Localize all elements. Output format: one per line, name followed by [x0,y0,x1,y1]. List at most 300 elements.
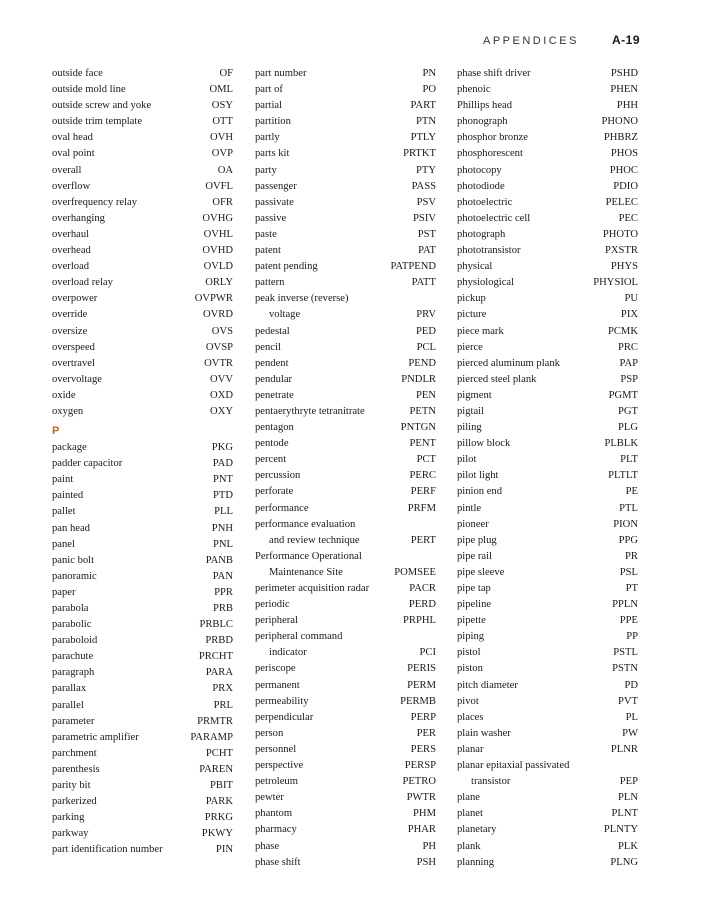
glossary-entry [52,504,233,520]
entry-abbreviation: PRV [416,309,436,321]
glossary-entry [457,66,638,82]
entry-term: parabola [52,603,89,614]
entry-term: places [457,711,484,723]
glossary-entry [255,275,436,291]
entry-abbreviation: PSHD [610,68,638,79]
entry-term: pipe plug [457,534,497,546]
entry-abbreviation: PERM [407,679,436,691]
entry-term-continuation: transistor [471,776,511,788]
glossary-entry [457,484,638,500]
entry-abbreviation: PNTGN [400,422,436,434]
entry-term: planar epitaxial passivated [457,760,570,772]
glossary-entry [457,855,638,871]
entry-term: oval head [52,132,93,144]
entry-term: Performance Operational [255,550,362,562]
entry-term: pallet [52,506,76,518]
entry-abbreviation: PANB [205,554,233,566]
entry-term: performance [255,502,309,514]
entry-term: pilot light [457,470,499,482]
entry-abbreviation: OVTR [204,357,233,369]
entry-abbreviation: PHYSIOL [593,277,638,289]
entry-abbreviation: PION [613,518,638,530]
entry-term: overtravel [52,357,95,369]
entry-term: overfrequency relay [52,196,137,208]
glossary-entry [457,307,638,323]
glossary-entry [457,758,638,790]
entry-abbreviation: PP [626,631,638,643]
glossary-entry [457,822,638,838]
glossary-entry [52,372,233,388]
glossary-entry [52,601,233,617]
entry-abbreviation: PACR [409,583,436,594]
entry-term: phantom [255,808,293,820]
glossary-entry [255,436,436,452]
glossary-column-1 [52,66,233,859]
entry-term: pipe rail [457,550,493,562]
glossary-entry [457,597,638,613]
glossary-entry [52,537,233,553]
glossary-entry [255,404,436,420]
entry-abbreviation: PRB [212,603,233,614]
entry-term: pickup [457,293,486,305]
glossary-entry [457,130,638,146]
entry-term: partition [255,116,291,128]
glossary-entry [457,726,638,742]
entry-term: overload relay [52,277,113,289]
entry-abbreviation: PRCHT [198,651,233,663]
entry-abbreviation: PHH [616,100,638,112]
section-title: APPENDICES [483,35,579,47]
entry-term: panoramic [52,570,97,582]
entry-term: parallel [52,699,84,711]
entry-abbreviation: PLBLK [604,438,638,450]
entry-term: perimeter acquisition radar [255,583,370,594]
entry-term: phosphor bronze [457,132,528,144]
glossary-entry [255,597,436,613]
entry-term: parts kit [255,148,290,160]
entry-abbreviation: OVH [210,132,233,144]
entry-abbreviation: PATT [411,277,436,289]
entry-abbreviation: PARK [205,796,233,808]
entry-term: oxide [52,389,76,401]
entry-abbreviation: PRC [617,341,638,353]
entry-term: peripheral command [255,631,343,643]
entry-abbreviation: PE [625,486,638,498]
glossary-entry [255,742,436,758]
glossary-entry [52,472,233,488]
entry-term: percent [255,454,287,466]
entry-term: pipeline [457,599,492,611]
entry-abbreviation: PENT [409,438,436,450]
entry-abbreviation: PERP [410,711,436,723]
entry-term: oval point [52,148,95,160]
entry-abbreviation: PAP [619,357,638,369]
entry-term-continuation: voltage [269,309,301,321]
entry-abbreviation: POMSEE [394,566,436,578]
entry-term: passive [255,212,287,224]
entry-term: penetrate [255,389,294,401]
entry-abbreviation: PPLN [612,599,638,611]
entry-abbreviation: PRPHL [403,615,436,627]
glossary-entry [457,468,638,484]
glossary-entry [52,259,233,275]
entry-term: photoelectric [457,196,513,208]
glossary-entry [52,681,233,697]
entry-abbreviation: PERT [410,534,436,546]
entry-abbreviation: PNL [212,538,233,550]
entry-term: oversize [52,325,88,337]
glossary-entry [255,822,436,838]
glossary-entry [457,806,638,822]
glossary-entry [457,436,638,452]
entry-term: pendent [255,357,289,369]
glossary-entry [52,114,233,130]
entry-abbreviation: OF [219,68,233,79]
entry-abbreviation: PAREN [199,763,233,775]
entry-term: part number [255,68,307,79]
glossary-entry [255,726,436,742]
entry-abbreviation: PERC [409,470,436,482]
entry-term: photograph [457,228,506,240]
glossary-entry [52,440,233,456]
entry-abbreviation: PL [625,711,638,723]
glossary-entry [457,98,638,114]
entry-term: phase [255,840,280,852]
glossary-entry [52,810,233,826]
entry-abbreviation: PHOS [610,148,638,160]
entry-abbreviation: PSH [416,856,436,868]
entry-abbreviation: PTN [415,116,436,128]
entry-term: package [52,442,87,454]
entry-abbreviation: PTL [619,502,638,514]
entry-term: paint [52,474,74,486]
entry-term: outside face [52,68,103,79]
entry-term: pierced steel plank [457,373,537,385]
entry-abbreviation: PSV [416,196,436,208]
entry-term: pigtail [457,405,485,417]
entry-abbreviation: PEP [619,776,638,788]
glossary-entry [457,291,638,307]
glossary-entry [52,146,233,162]
glossary-entry [52,324,233,340]
glossary-entry [52,130,233,146]
entry-abbreviation: PPE [619,615,638,627]
glossary-entry [255,324,436,340]
entry-abbreviation: PRKG [204,812,233,824]
entry-abbreviation: PAN [212,570,233,582]
glossary-entry [255,98,436,114]
glossary-entry [255,806,436,822]
entry-term: parity bit [52,780,91,792]
entry-term: pewter [255,792,284,804]
glossary-entry [52,762,233,778]
glossary-entry [457,324,638,340]
entry-term: part of [255,84,283,96]
glossary-entry [52,617,233,633]
entry-term: planetary [457,824,497,836]
entry-abbreviation: PERIS [407,663,436,675]
entry-term: peak inverse (reverse) [255,293,349,305]
glossary-entry [255,549,436,581]
entry-abbreviation: PLL [214,506,233,518]
glossary-entry [52,66,233,82]
entry-term: permeability [255,695,309,707]
entry-term: pistol [457,647,481,659]
glossary-entry [255,517,436,549]
entry-abbreviation: PLK [617,840,638,852]
entry-term: percussion [255,470,301,482]
glossary-entry [457,629,638,645]
entry-term: parachute [52,651,94,663]
entry-abbreviation: OVP [211,148,233,160]
entry-abbreviation: PLNTY [603,824,638,836]
glossary-entry [52,778,233,794]
entry-abbreviation: PELEC [605,196,638,208]
glossary-entry [255,195,436,211]
entry-abbreviation: PEND [408,357,436,369]
entry-term: partial [255,100,283,112]
glossary-entry [457,533,638,549]
entry-abbreviation: PHBRZ [603,132,638,144]
entry-term: patent pending [255,261,318,273]
glossary-entry [255,340,436,356]
glossary-entry [457,146,638,162]
entry-term: piping [457,631,485,643]
entry-abbreviation: PERD [408,599,436,611]
entry-term: painted [52,490,84,502]
glossary-entry [255,855,436,871]
entry-term: pentode [255,438,289,450]
entry-term: overpower [52,293,98,305]
entry-term: perspective [255,760,304,772]
entry-term: paste [255,228,277,240]
entry-term: perpendicular [255,711,314,723]
entry-abbreviation: OVLD [203,261,233,273]
entry-abbreviation: PCL [416,341,436,353]
entry-term: phase shift [255,856,301,868]
entry-abbreviation: OVRD [202,309,233,321]
entry-term: padder capacitor [52,458,123,470]
entry-term: petroleum [255,776,298,788]
entry-abbreviation: PIX [620,309,638,321]
glossary-entry [52,275,233,291]
entry-abbreviation: OVV [210,373,233,385]
entry-term: parametric amplifier [52,731,139,743]
entry-abbreviation: PRBLC [199,619,233,631]
page-number: A-19 [611,33,640,47]
glossary-entry [52,569,233,585]
entry-abbreviation: PLNT [611,808,638,820]
glossary-entry [457,227,638,243]
glossary-entry [52,585,233,601]
glossary-entry [255,452,436,468]
glossary-entry [255,130,436,146]
entry-abbreviation: OVFL [205,180,233,192]
glossary-entry [457,114,638,130]
entry-term: overvoltage [52,373,103,385]
entry-abbreviation: PSTN [612,663,638,675]
glossary-entry [457,694,638,710]
entry-term: personnel [255,743,297,755]
entry-term: partly [255,132,280,144]
glossary-entry [52,163,233,179]
glossary-entry [52,698,233,714]
glossary-entry [457,661,638,677]
entry-abbreviation: PNH [211,522,233,534]
glossary-entry [52,179,233,195]
entry-term: parking [52,812,85,824]
entry-abbreviation: OVSP [205,341,233,353]
glossary-entry [457,742,638,758]
glossary-entry [457,839,638,855]
glossary-column-2 [255,66,436,871]
entry-term: Phillips head [457,100,513,112]
entry-term: parkway [52,828,89,840]
glossary-entry [457,243,638,259]
glossary-entry [255,259,436,275]
glossary-entry [255,66,436,82]
entry-term: phonograph [457,116,508,128]
entry-abbreviation: PRX [212,683,233,695]
entry-abbreviation: PGT [617,405,638,417]
glossary-entry [255,211,436,227]
entry-term: overload [52,261,90,273]
glossary-entry [255,356,436,372]
entry-abbreviation: OML [209,84,233,96]
glossary-entry [255,179,436,195]
entry-abbreviation: PLG [617,422,638,434]
glossary-entry [52,98,233,114]
entry-abbreviation: OVHD [202,245,233,257]
entry-term: panel [52,538,75,550]
glossary-entry [457,790,638,806]
glossary-entry [255,372,436,388]
entry-term: planning [457,856,495,868]
glossary-entry [457,275,638,291]
glossary-entry [255,758,436,774]
entry-term: planar [457,743,484,755]
entry-abbreviation: PERS [410,743,436,755]
entry-abbreviation: PETN [409,405,436,417]
entry-abbreviation: PERF [410,486,436,498]
entry-term: pivot [457,695,479,707]
glossary-entry [255,501,436,517]
entry-abbreviation: PN [422,68,436,79]
entry-term-continuation: indicator [269,647,307,659]
entry-term: parenthesis [52,763,100,775]
entry-abbreviation: PRL [213,699,233,711]
entry-abbreviation: PVT [617,695,638,707]
glossary-entry [255,227,436,243]
entry-term: phototransistor [457,245,521,257]
entry-term: photocopy [457,164,502,176]
glossary-entry [457,549,638,565]
entry-abbreviation: PTLY [410,132,436,144]
glossary-entry [52,730,233,746]
entry-abbreviation: PARAMP [190,731,233,743]
entry-term: plain washer [457,727,511,739]
entry-abbreviation: OA [217,164,233,176]
entry-term: permanent [255,679,300,691]
entry-abbreviation: PRTKT [403,148,436,160]
entry-abbreviation: PARA [205,667,233,679]
glossary-entry [52,340,233,356]
entry-abbreviation: PHOTO [602,228,638,240]
entry-abbreviation: PLN [617,792,638,804]
entry-abbreviation: OXY [210,405,233,417]
glossary-entry [52,665,233,681]
entry-abbreviation: PHONO [601,116,638,128]
entry-abbreviation: OXD [210,389,233,401]
entry-abbreviation: PXSTR [605,245,638,257]
entry-abbreviation: PCT [416,454,436,466]
glossary-entry [255,82,436,98]
entry-term: parkerized [52,796,97,808]
entry-term: parchment [52,747,97,759]
entry-term: pinion end [457,486,503,498]
entry-abbreviation: PER [416,727,436,739]
glossary-entry [52,649,233,665]
entry-abbreviation: PLNG [610,856,638,868]
entry-abbreviation: PR [625,550,638,562]
glossary-entry [457,356,638,372]
glossary-entry [457,388,638,404]
entry-abbreviation: PTY [415,164,436,176]
glossary-entry [52,794,233,810]
entry-abbreviation: OFR [212,196,233,208]
entry-abbreviation: PNT [212,474,233,486]
entry-abbreviation: ORLY [205,277,233,289]
entry-abbreviation: PAD [212,458,233,470]
entry-term: parabolic [52,619,92,631]
entry-abbreviation: PGMT [608,389,638,401]
glossary-entry [52,227,233,243]
glossary-entry [52,404,233,420]
entry-abbreviation: PEN [415,389,436,401]
glossary-entry [52,842,233,858]
entry-term: passivate [255,196,294,208]
glossary-entry [457,82,638,98]
glossary-entry [457,581,638,597]
glossary-entry [52,456,233,472]
entry-term: pharmacy [255,824,297,836]
entry-abbreviation: PED [415,325,436,337]
entry-abbreviation: OTT [212,116,233,128]
entry-term: phase shift driver [457,68,531,79]
glossary-entry [457,404,638,420]
entry-abbreviation: PST [417,228,436,240]
entry-term: performance evaluation [255,518,356,530]
glossary-entry [255,613,436,629]
entry-abbreviation: PU [624,293,638,305]
entry-term: perforate [255,486,294,498]
glossary-column-3 [457,66,638,871]
entry-term: pipe sleeve [457,566,505,578]
glossary-entry [52,211,233,227]
entry-abbreviation: PCMK [607,325,638,337]
entry-term: overhead [52,245,91,257]
entry-term: planet [457,808,483,820]
entry-abbreviation: PLNR [610,743,638,755]
glossary-entry [457,372,638,388]
entry-term: phosphorescent [457,148,523,160]
glossary-entry [52,243,233,259]
glossary-entry [255,420,436,436]
entry-abbreviation: PBIT [210,780,233,792]
glossary-entry [457,613,638,629]
glossary-entry [52,82,233,98]
entry-term: patent [255,245,281,257]
